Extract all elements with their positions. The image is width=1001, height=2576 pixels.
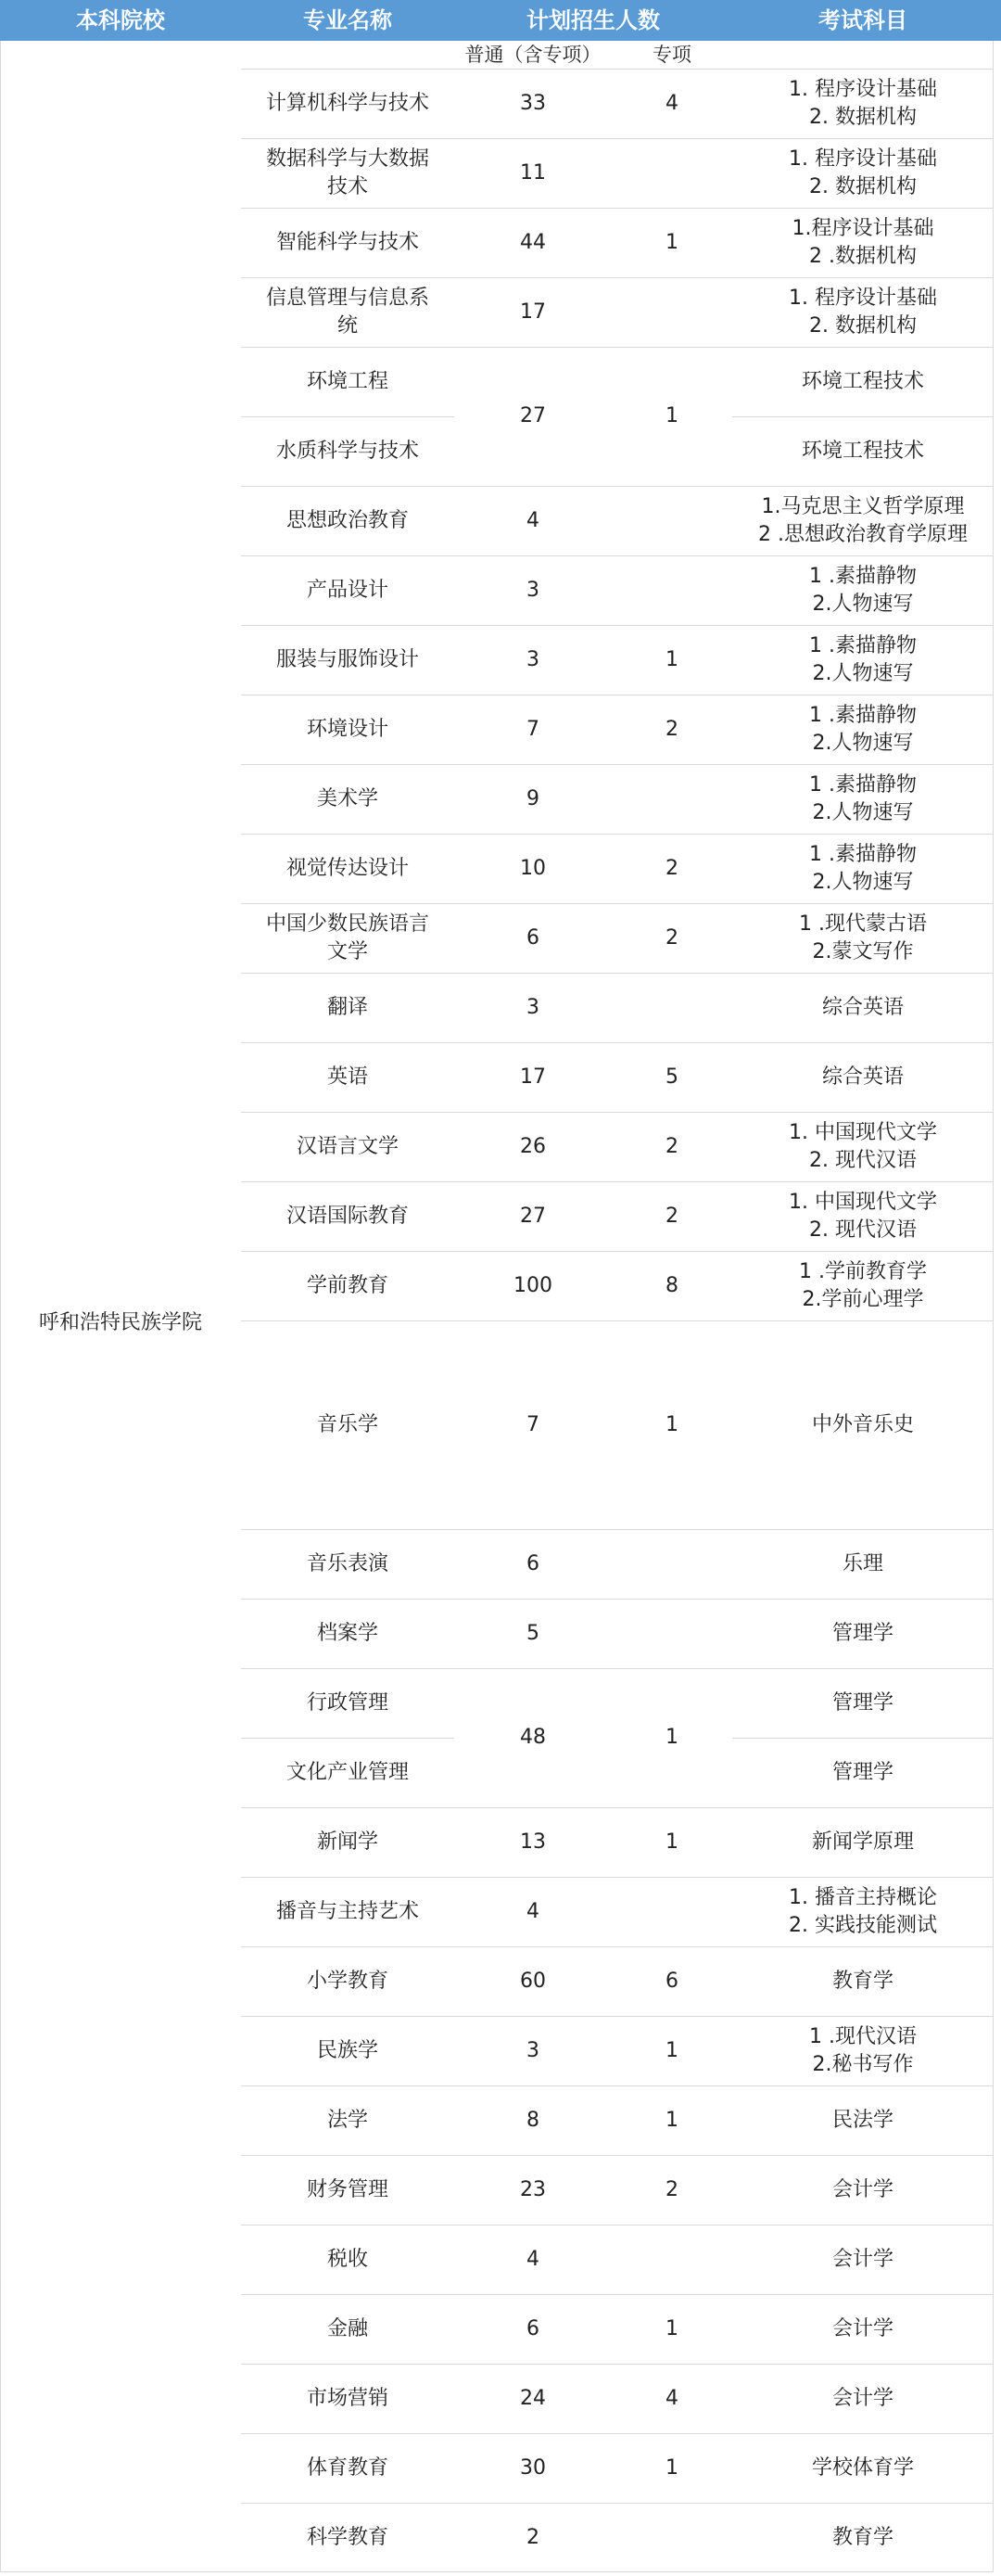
general-count [454,764,612,834]
general-count-value: 7 [526,1412,539,1436]
special-count-value: 2 [665,717,678,741]
general-count [454,2016,612,2085]
general-count-value: 33 [520,91,546,115]
major-name-line: 行政管理 [306,1690,388,1715]
exam-subjects-line: 1. 程序设计基础 [789,147,937,171]
major-name [241,973,454,1042]
major-name [241,1181,454,1251]
major-name-line: 音乐表演 [306,1551,388,1575]
exam-subjects [732,1877,994,1946]
exam-subjects-line: 综合英语 [821,1065,904,1089]
general-count [454,695,612,764]
exam-subjects-line: 2.人物速写 [812,800,914,824]
general-count [454,1042,612,1112]
major-name [241,1320,454,1529]
major-name [241,2016,454,2085]
general-count-value: 4 [526,2247,539,2271]
exam-subjects-line: 1 .现代汉语 [809,2024,917,2048]
exam-subjects [732,1599,994,1668]
exam-subjects [732,1320,994,1529]
general-count [454,555,612,625]
special-count-value: 5 [665,1065,678,1089]
major-name [241,208,454,277]
exam-subjects-line: 1. 中国现代文学 [789,1190,937,1214]
general-count [454,625,612,695]
special-count [612,625,732,695]
exam-subjects-line: 2. 数据机构 [809,174,917,198]
major-name [241,1529,454,1599]
major-name [241,1668,454,1738]
general-count [454,69,612,138]
major-name [241,2155,454,2225]
merged-special-count-value: 1 [665,1726,678,1749]
exam-subjects-line: 民法学 [831,2108,893,2132]
major-name-line: 音乐学 [316,1412,378,1436]
exam-subjects-line: 2. 现代汉语 [809,1218,917,1242]
general-count-value: 60 [520,1969,546,1993]
major-name-line: 产品设计 [306,578,388,602]
major-name [241,2085,454,2155]
major-name [241,1946,454,2016]
major-name-line: 新闻学 [316,1830,378,1854]
exam-subjects-line: 1. 程序设计基础 [789,77,937,101]
special-count-value: 1 [665,2108,678,2132]
major-name [241,1807,454,1877]
special-count [612,903,732,973]
major-name [241,625,454,695]
special-count [612,1251,732,1320]
header-major: 专业名称 [303,7,392,33]
general-count [454,486,612,555]
special-count-value: 2 [665,2177,678,2201]
major-name [241,555,454,625]
exam-subjects-line: 1. 中国现代文学 [789,1120,937,1144]
special-count-value: 1 [665,2455,678,2480]
major-name-line: 智能科学与技术 [275,230,419,254]
major-name [241,1251,454,1320]
major-name-line: 计算机科学与技术 [265,91,429,115]
exam-subjects [732,2364,994,2433]
major-name [241,1599,454,1668]
major-name-line: 金融 [326,2316,368,2340]
general-count [454,2085,612,2155]
major-name [241,1877,454,1946]
major-name [241,69,454,138]
major-name [241,2294,454,2364]
major-name-line: 汉语言文学 [296,1134,399,1158]
general-count-value: 100 [513,1273,552,1297]
exam-subjects [732,1668,994,1738]
general-count-value: 23 [520,2177,546,2201]
major-name [241,695,454,764]
major-name-line: 技术 [326,174,368,198]
merged-general-count-value: 48 [520,1726,546,1749]
major-name-line: 文学 [326,939,368,963]
exam-subjects-line: 会计学 [831,2386,893,2410]
general-count [454,973,612,1042]
exam-subjects-line: 2. 数据机构 [809,105,917,129]
major-name-line: 税收 [326,2247,368,2271]
exam-subjects [732,486,994,555]
special-count [612,2433,732,2503]
general-count [454,1320,612,1529]
exam-subjects-line: 1 .素描静物 [809,564,917,588]
major-name-line: 统 [336,313,358,338]
special-count [612,1112,732,1181]
special-count-value: 4 [665,91,678,115]
general-count-value: 6 [526,1551,539,1575]
header-subjects: 考试科目 [818,7,907,33]
exam-subjects [732,695,994,764]
exam-subjects [732,1946,994,2016]
general-count [454,2503,612,2572]
exam-subjects-line: 会计学 [831,2316,893,2340]
general-count-value: 3 [526,578,539,602]
exam-subjects-line: 1 .素描静物 [809,703,917,727]
exam-subjects-line: 管理学 [831,1621,893,1645]
merged-special-count-value: 1 [665,404,678,427]
special-count [612,1042,732,1112]
major-name-line: 市场营销 [306,2386,388,2410]
special-count [612,2294,732,2364]
general-count [454,1599,612,1668]
special-count [612,2364,732,2433]
exam-subjects-line: 学校体育学 [811,2455,914,2480]
general-count-value: 11 [520,160,546,185]
major-name [241,1738,454,1807]
exam-subjects [732,347,994,416]
general-count [454,1181,612,1251]
special-count [612,695,732,764]
general-count-value: 17 [520,1065,546,1089]
special-count-value: 8 [665,1273,678,1297]
major-name-line: 水质科学与技术 [275,439,419,463]
major-name-line: 民族学 [316,2038,378,2062]
major-name [241,347,454,416]
exam-subjects-line: 教育学 [831,2525,893,2549]
special-count-value: 2 [665,925,678,950]
exam-subjects-line: 2.人物速写 [812,731,914,755]
special-count [612,1181,732,1251]
exam-subjects-line: 1 .现代蒙古语 [799,912,927,936]
major-name-line: 环境工程 [306,369,388,393]
exam-subjects [732,138,994,208]
major-name-line: 小学教育 [306,1969,388,1993]
special-count-value: 1 [665,647,678,671]
exam-subjects-line: 综合英语 [821,995,904,1019]
exam-subjects-line: 会计学 [831,2247,893,2271]
exam-subjects [732,2085,994,2155]
general-count [454,277,612,347]
exam-subjects [732,416,994,486]
exam-subjects [732,1251,994,1320]
exam-subjects [732,1807,994,1877]
general-count [454,1877,612,1946]
general-count-value: 10 [520,856,546,880]
general-count [454,834,612,903]
major-name-line: 美术学 [316,786,378,810]
general-count [454,1807,612,1877]
exam-subjects [732,2155,994,2225]
exam-subjects [732,2016,994,2085]
exam-subjects [732,834,994,903]
subheader-special: 专项 [653,44,691,66]
major-name-line: 思想政治教育 [285,508,409,532]
exam-subjects-line: 环境工程技术 [801,369,924,393]
general-count-value: 3 [526,647,539,671]
exam-subjects-line: 管理学 [831,1690,893,1715]
special-count [612,834,732,903]
exam-subjects [732,973,994,1042]
exam-subjects [732,1181,994,1251]
header-school: 本科院校 [76,7,165,33]
major-name [241,2364,454,2433]
major-name [241,903,454,973]
special-count [612,1320,732,1529]
subheader-general: 普通（含专项） [464,44,602,66]
school-name: 呼和浩特民族学院 [38,1310,202,1334]
exam-subjects-line: 会计学 [831,2177,893,2201]
general-count-value: 2 [526,2525,539,2549]
exam-subjects-line: 1. 播音主持概论 [789,1885,937,1909]
exam-subjects-line: 乐理 [842,1551,883,1575]
major-name [241,1112,454,1181]
exam-subjects-line: 2.学前心理学 [802,1287,924,1311]
special-count [612,2085,732,2155]
special-count-value: 1 [665,1830,678,1854]
major-name-line: 中国少数民族语言 [265,912,429,936]
major-name-line: 文化产业管理 [285,1760,409,1784]
special-count-value: 4 [665,2386,678,2410]
major-name-line: 体育教育 [306,2455,388,2480]
major-name [241,2503,454,2572]
exam-subjects-line: 环境工程技术 [801,439,924,463]
exam-subjects [732,1112,994,1181]
exam-subjects [732,277,994,347]
major-name-line: 法学 [326,2108,368,2132]
general-count-value: 24 [520,2386,546,2410]
exam-subjects [732,208,994,277]
general-count-value: 27 [520,1204,546,1228]
general-count-value: 6 [526,925,539,950]
special-count-value: 6 [665,1969,678,1993]
general-count-value: 8 [526,2108,539,2132]
major-name [241,1042,454,1112]
major-name [241,138,454,208]
special-count-value: 1 [665,2316,678,2340]
general-count-value: 3 [526,995,539,1019]
special-count [612,1946,732,2016]
exam-subjects-line: 1. 程序设计基础 [789,286,937,310]
exam-subjects-line: 1.马克思主义哲学原理 [761,494,965,518]
special-count-value: 1 [665,230,678,254]
exam-subjects [732,2294,994,2364]
general-count [454,2155,612,2225]
exam-subjects-line: 1 .素描静物 [809,633,917,657]
exam-subjects [732,625,994,695]
exam-subjects [732,1529,994,1599]
exam-subjects-line: 2 .数据机构 [809,244,917,268]
exam-subjects-line: 2.人物速写 [812,592,914,616]
special-count [612,2155,732,2225]
exam-subjects-line: 1.程序设计基础 [792,216,934,240]
special-count-value: 1 [665,1412,678,1436]
major-name [241,486,454,555]
general-count-value: 26 [520,1134,546,1158]
general-count-value: 9 [526,786,539,810]
merged-special-count [612,347,732,486]
exam-subjects [732,903,994,973]
major-name [241,2225,454,2294]
major-name-line: 英语 [326,1065,368,1089]
general-count [454,2294,612,2364]
major-name [241,834,454,903]
exam-subjects-line: 2. 实践技能测试 [789,1913,937,1937]
general-count-value: 7 [526,717,539,741]
special-count-value: 2 [665,1204,678,1228]
general-count [454,2364,612,2433]
exam-subjects-line: 2. 现代汉语 [809,1148,917,1172]
major-name [241,277,454,347]
exam-subjects [732,2225,994,2294]
major-name-line: 汉语国际教育 [285,1204,409,1228]
general-count [454,1112,612,1181]
exam-subjects-line: 2.人物速写 [812,870,914,894]
major-name-line: 翻译 [326,995,368,1019]
exam-subjects [732,1042,994,1112]
exam-subjects-line: 中外音乐史 [811,1412,914,1436]
major-name-line: 环境设计 [306,717,388,741]
general-count [454,1251,612,1320]
exam-subjects-line: 教育学 [831,1969,893,1993]
merged-special-count [612,1668,732,1807]
exam-subjects-line: 2.人物速写 [812,661,914,685]
major-name-line: 视觉传达设计 [285,856,409,880]
major-name [241,2433,454,2503]
exam-subjects-line: 管理学 [831,1760,893,1784]
exam-subjects-line: 2.蒙文写作 [812,939,914,963]
general-count-value: 44 [520,230,546,254]
exam-subjects-line: 1 .素描静物 [809,772,917,797]
general-count [454,1946,612,2016]
general-count [454,2225,612,2294]
exam-subjects-line: 2. 数据机构 [809,313,917,338]
exam-subjects [732,555,994,625]
general-count [454,1529,612,1599]
general-count-value: 6 [526,2316,539,2340]
general-count-value: 3 [526,2038,539,2062]
major-name-line: 学前教育 [306,1273,388,1297]
major-name-line: 科学教育 [306,2525,388,2549]
general-count [454,903,612,973]
exam-subjects [732,1738,994,1807]
major-name [241,764,454,834]
exam-subjects-line: 新闻学原理 [811,1830,914,1854]
major-name-line: 财务管理 [306,2177,388,2201]
special-count-value: 2 [665,856,678,880]
exam-subjects-line: 2 .思想政治教育学原理 [758,522,968,546]
general-count-value: 4 [526,1899,539,1923]
major-name-line: 档案学 [316,1621,378,1645]
general-count-value: 17 [520,300,546,324]
exam-subjects [732,69,994,138]
general-count-value: 13 [520,1830,546,1854]
special-count-value: 1 [665,2038,678,2062]
general-count [454,138,612,208]
special-count [612,208,732,277]
major-name-line: 信息管理与信息系 [265,286,429,310]
major-name-line: 播音与主持艺术 [275,1899,419,1923]
special-count-value: 2 [665,1134,678,1158]
exam-subjects-line: 1 .学前教育学 [799,1259,927,1283]
special-count [612,2016,732,2085]
special-count [612,69,732,138]
merged-general-count-value: 27 [520,404,546,427]
major-name [241,416,454,486]
major-name-line: 数据科学与大数据 [265,147,429,171]
table-header [0,0,1001,41]
header-plan: 计划招生人数 [526,7,660,33]
exam-subjects [732,2503,994,2572]
major-name-line: 服装与服饰设计 [275,647,419,671]
general-count-value: 30 [520,2455,546,2480]
merged-general-count [454,347,612,486]
exam-subjects-line: 1 .素描静物 [809,842,917,866]
exam-subjects [732,764,994,834]
general-count [454,2433,612,2503]
exam-subjects-line: 2.秘书写作 [812,2052,914,2076]
merged-general-count [454,1668,612,1807]
general-count [454,208,612,277]
general-count-value: 5 [526,1621,539,1645]
general-count-value: 4 [526,508,539,532]
special-count [612,1807,732,1877]
exam-subjects [732,2433,994,2503]
